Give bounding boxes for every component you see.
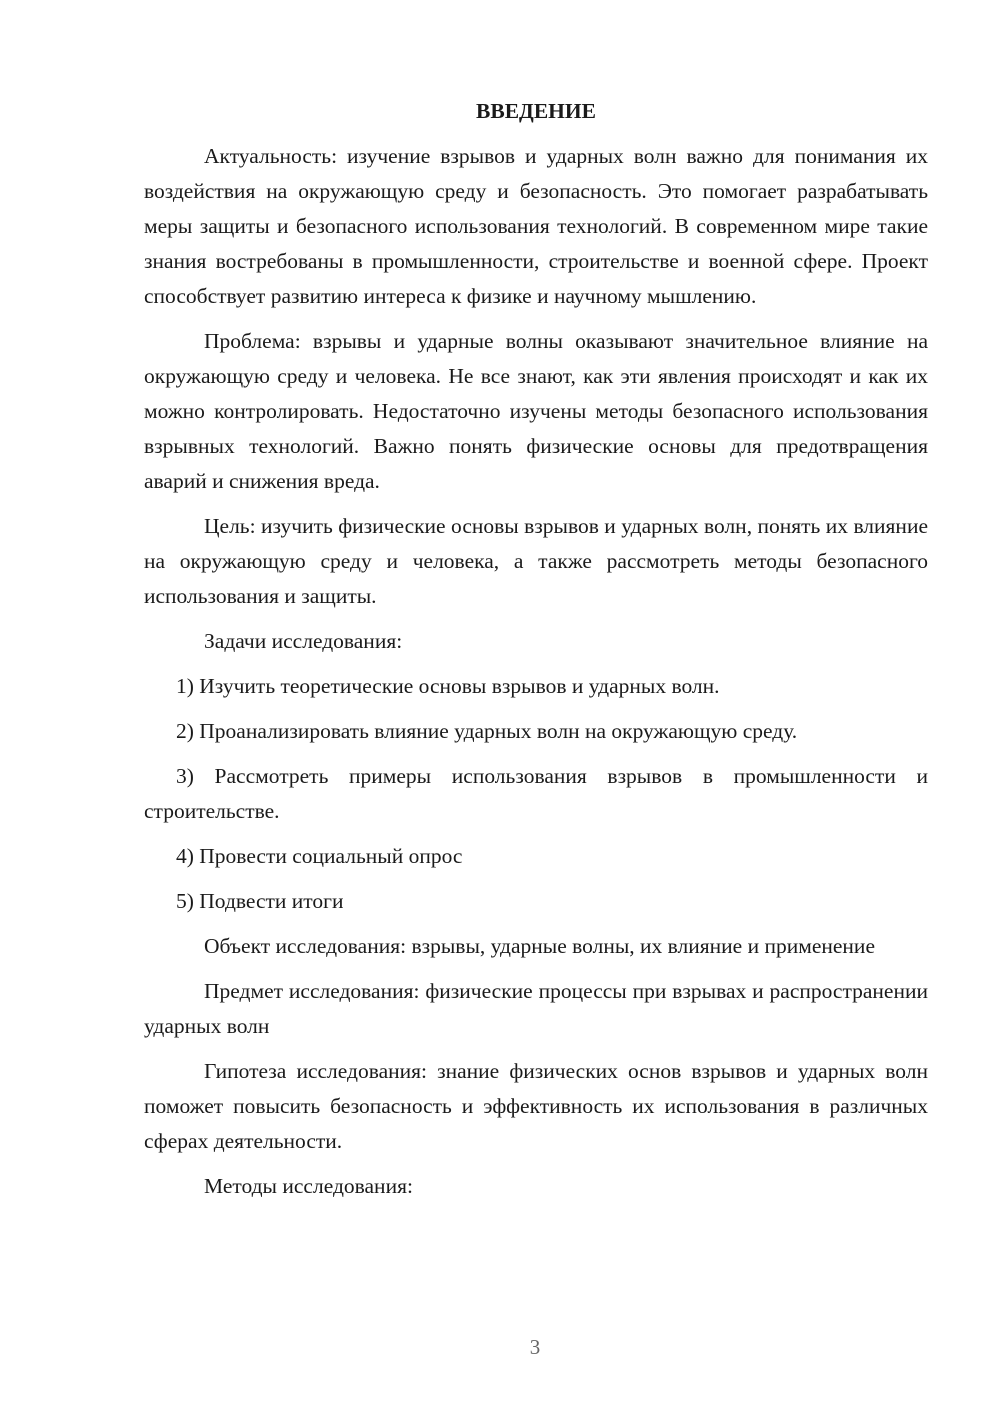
methods-heading: Методы исследования: (204, 1174, 413, 1198)
task-item: 1) Изучить теоретические основы взрывов и ударных волн. (176, 674, 720, 698)
page-number: 3 (529, 1335, 541, 1359)
paragraph-relevance: Актуальность: изучение взрывов и ударных волн важно для понимания их воздействия на окружающую среду и безопасность. Это помогает разрабатывать меры защиты и безопасного использования технологий. В современном мире такие знания востребованы в промышленности, строительстве и военной сфере. Проект способствует развитию интереса к физике и научному мышлению. (144, 144, 928, 308)
task-item: 3) Рассмотреть примеры использования взрывов в промышленности и строительстве. (144, 764, 928, 823)
section-title: ВВЕДЕНИЕ (476, 99, 596, 123)
task-item: 2) Проанализировать влияние ударных волн на окружающую среду. (176, 719, 798, 743)
paragraph-problem: Проблема: взрывы и ударные волны оказывают значительное влияние на окружающую среду и человека. Не все знают, как эти явления происходят и как их можно контролировать. Недостаточно изучены методы безопасного использования взрывных технологий. Важно понять физические основы для предотвращения аварий и снижения вреда. (144, 329, 928, 493)
task-item: 4) Провести социальный опрос (176, 844, 463, 868)
page-content (144, 94, 928, 1214)
paragraph-hypothesis: Гипотеза исследования: знание физических основ взрывов и ударных волн поможет повысить безопасность и эффективность их использования в различных сферах деятельности. (144, 1059, 928, 1153)
paragraph-subject: Предмет исследования: физические процессы при взрывах и распространении ударных волн (144, 979, 928, 1038)
paragraph-goal: Цель: изучить физические основы взрывов и ударных волн, понять их влияние на окружающую среду и человека, а также рассмотреть методы безопасного использования и защиты. (144, 514, 928, 608)
paragraph-object: Объект исследования: взрывы, ударные волны, их влияние и применение (204, 934, 875, 958)
tasks-heading: Задачи исследования: (204, 629, 403, 653)
tasks-list (144, 669, 928, 919)
task-item: 5) Подвести итоги (176, 889, 344, 913)
